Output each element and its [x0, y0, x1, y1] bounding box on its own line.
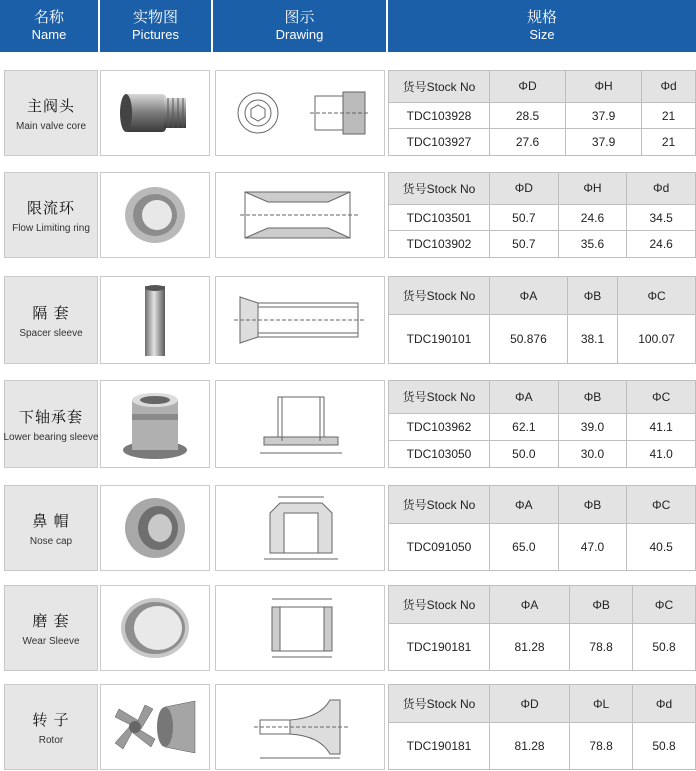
- col-header: ΦB: [570, 586, 633, 624]
- dimension-value: 38.1: [567, 315, 617, 364]
- product-name-en: Spacer sleeve: [19, 327, 83, 339]
- header-pictures-en: Pictures: [132, 27, 179, 42]
- col-header: ΦD: [490, 685, 570, 723]
- product-name-zh: 限流环: [26, 199, 75, 217]
- spec-table: [388, 172, 696, 258]
- product-drawing-spacer-sleeve: [215, 276, 385, 364]
- product-row-lower-bearing-sleeve: [0, 380, 696, 468]
- dimension-value: 78.8: [570, 624, 633, 671]
- col-header: Φd: [633, 685, 696, 723]
- col-header: ΦH: [558, 173, 627, 205]
- dimension-value: 37.9: [566, 102, 642, 129]
- header-name-en: Name: [31, 27, 67, 42]
- product-name-zh: 转 子: [32, 711, 70, 729]
- dimension-value: 81.28: [490, 723, 570, 770]
- col-header: 货号Stock No: [389, 685, 490, 723]
- dimension-value: 50.7: [490, 204, 559, 231]
- dimension-value: 100.07: [618, 315, 696, 364]
- col-header: ΦA: [490, 381, 559, 414]
- header-drawing-zh: 图示: [284, 9, 315, 26]
- product-row-main-valve-core: [0, 70, 696, 156]
- dimension-value: 50.7: [490, 231, 559, 258]
- col-header: ΦB: [558, 381, 627, 414]
- product-name-cell: [4, 585, 98, 671]
- col-header: ΦC: [627, 381, 696, 414]
- col-header: Φd: [642, 71, 696, 103]
- dimension-value: 30.0: [558, 440, 627, 467]
- stock-number: TDC091050: [389, 524, 490, 571]
- product-name-cell: [4, 684, 98, 770]
- product-drawing-nose-cap: [215, 485, 385, 571]
- product-photo-lower-bearing-sleeve: [100, 380, 210, 468]
- header-pictures: [100, 0, 213, 52]
- col-header: ΦB: [567, 277, 617, 315]
- product-photo-flow-limiting-ring: [100, 172, 210, 258]
- stock-number: TDC103927: [389, 129, 490, 156]
- col-header: ΦA: [490, 277, 568, 315]
- dimension-value: 78.8: [570, 723, 633, 770]
- product-name-en: Flow Limiting ring: [12, 222, 90, 234]
- product-name-zh: 主阀头: [26, 97, 75, 115]
- product-row-flow-limiting-ring: [0, 172, 696, 258]
- dimension-value: 35.6: [558, 231, 627, 258]
- dimension-value: 39.0: [558, 413, 627, 440]
- col-header: ΦH: [566, 71, 642, 103]
- product-row-spacer-sleeve: [0, 276, 696, 364]
- dimension-value: 50.8: [633, 624, 696, 671]
- product-photo-nose-cap: [100, 485, 210, 571]
- product-name-en: Main valve core: [15, 120, 87, 132]
- product-name-zh: 隔 套: [32, 304, 70, 322]
- product-row-wear-sleeve: [0, 585, 696, 671]
- product-name-cell: [4, 380, 98, 468]
- header-size: [388, 0, 696, 52]
- product-name-zh: 磨 套: [32, 612, 70, 630]
- spec-table: [388, 70, 696, 156]
- col-header: 货号Stock No: [389, 277, 490, 315]
- col-header: 货号Stock No: [389, 586, 490, 624]
- product-name-zh: 鼻 帽: [32, 512, 70, 530]
- product-name-en: Wear Sleeve: [22, 635, 80, 647]
- dimension-value: 27.6: [490, 129, 566, 156]
- col-header: 货号Stock No: [389, 381, 490, 414]
- dimension-value: 37.9: [566, 129, 642, 156]
- col-header: ΦC: [627, 486, 696, 524]
- dimension-value: 40.5: [627, 524, 696, 571]
- dimension-value: 21: [642, 102, 696, 129]
- product-name-en: Rotor: [38, 734, 64, 746]
- col-header: ΦC: [633, 586, 696, 624]
- product-row-rotor: [0, 684, 696, 770]
- dimension-value: 81.28: [490, 624, 570, 671]
- dimension-value: 24.6: [627, 231, 696, 258]
- col-header: Φd: [627, 173, 696, 205]
- stock-number: TDC103962: [389, 413, 490, 440]
- spec-table: [388, 276, 696, 364]
- product-photo-main-valve-core: [100, 70, 210, 156]
- product-name-cell: [4, 485, 98, 571]
- col-header: ΦC: [618, 277, 696, 315]
- spec-table: [388, 485, 696, 571]
- header-name-zh: 名称: [33, 9, 64, 26]
- product-photo-wear-sleeve: [100, 585, 210, 671]
- col-header: ΦL: [570, 685, 633, 723]
- product-name-cell: [4, 276, 98, 364]
- header-size-en: Size: [529, 27, 555, 42]
- product-name-cell: [4, 70, 98, 156]
- product-photo-rotor: [100, 684, 210, 770]
- spec-table: [388, 380, 696, 468]
- col-header: ΦD: [490, 173, 559, 205]
- dimension-value: 50.0: [490, 440, 559, 467]
- col-header: ΦD: [490, 71, 566, 103]
- stock-number: TDC103501: [389, 204, 490, 231]
- product-photo-spacer-sleeve: [100, 276, 210, 364]
- stock-number: TDC190101: [389, 315, 490, 364]
- stock-number: TDC190181: [389, 723, 490, 770]
- product-drawing-wear-sleeve: [215, 585, 385, 671]
- stock-number: TDC103050: [389, 440, 490, 467]
- product-name-cell: [4, 172, 98, 258]
- dimension-value: 21: [642, 129, 696, 156]
- dimension-value: 41.0: [627, 440, 696, 467]
- col-header: 货号Stock No: [389, 71, 490, 103]
- col-header: 货号Stock No: [389, 486, 490, 524]
- header-name: [0, 0, 100, 52]
- product-name-en: Nose cap: [29, 535, 73, 547]
- dimension-value: 65.0: [490, 524, 559, 571]
- stock-number: TDC190181: [389, 624, 490, 671]
- product-drawing-main-valve-core: [215, 70, 385, 156]
- col-header: ΦA: [490, 486, 559, 524]
- dimension-value: 28.5: [490, 102, 566, 129]
- header-drawing-en: Drawing: [275, 27, 324, 42]
- product-row-nose-cap: [0, 485, 696, 571]
- col-header: 货号Stock No: [389, 173, 490, 205]
- col-header: ΦB: [558, 486, 627, 524]
- dimension-value: 62.1: [490, 413, 559, 440]
- dimension-value: 34.5: [627, 204, 696, 231]
- dimension-value: 24.6: [558, 204, 627, 231]
- dimension-value: 50.876: [490, 315, 568, 364]
- header-drawing: [213, 0, 388, 52]
- product-name-en: Lower bearing sleeve: [3, 431, 99, 443]
- col-header: ΦA: [490, 586, 570, 624]
- stock-number: TDC103928: [389, 102, 490, 129]
- product-name-zh: 下轴承套: [18, 408, 83, 426]
- header-size-zh: 规格: [526, 9, 557, 26]
- dimension-value: 41.1: [627, 413, 696, 440]
- header-pictures-zh: 实物图: [132, 9, 178, 26]
- product-drawing-rotor: [215, 684, 385, 770]
- spec-table: [388, 684, 696, 770]
- spec-table: [388, 585, 696, 671]
- product-drawing-flow-limiting-ring: [215, 172, 385, 258]
- product-drawing-lower-bearing-sleeve: [215, 380, 385, 468]
- dimension-value: 47.0: [558, 524, 627, 571]
- stock-number: TDC103902: [389, 231, 490, 258]
- dimension-value: 50.8: [633, 723, 696, 770]
